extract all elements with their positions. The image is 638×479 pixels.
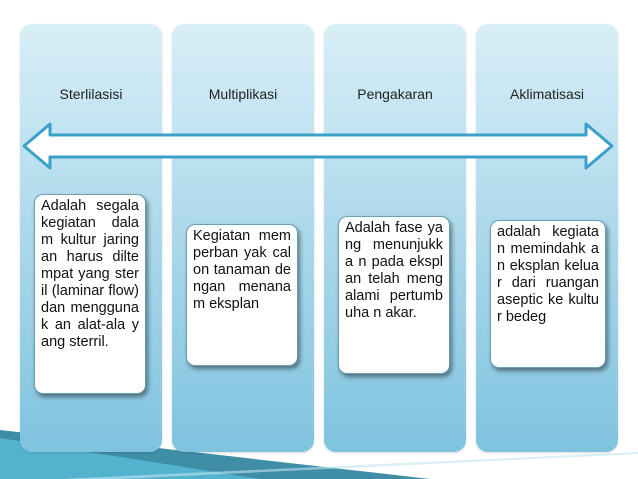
column-title-aklimatisasi: Aklimatisasi [510, 86, 584, 102]
description-box-pengakaran: Adalah fase yang menunjukka n pada eksplan telah mengalami pertumbuha n akar. [338, 216, 450, 374]
description-box-sterilisasi: Adalah segala kegiatan dalam kultur jaringan harus diltempat yang steril (laminar flow) dan menggunak an alat-ala yang sterril. [34, 194, 146, 394]
column-title-multiplikasi: Multiplikasi [208, 86, 278, 102]
double-arrow-icon [22, 122, 614, 170]
description-box-multiplikasi: Kegiatan memperban yak calon tanaman dengan menanam eksplan [186, 224, 298, 366]
description-box-aklimatisasi: adalah kegiatan memindahk an eksplan keluar dari ruangan aseptic ke kultur bedeg [490, 220, 606, 368]
column-title-sterilisasi: Sterlilasisi [59, 86, 123, 102]
column-title-pengakaran: Pengakaran [357, 86, 433, 102]
